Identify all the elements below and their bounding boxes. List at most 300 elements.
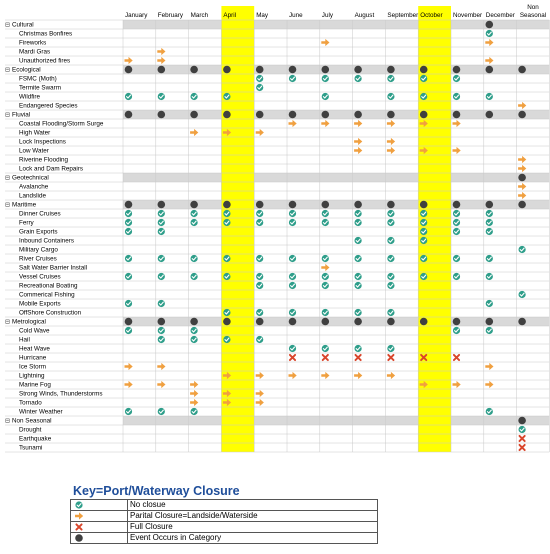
no-closure-icon bbox=[73, 500, 85, 510]
partial-closure-icon bbox=[387, 120, 395, 127]
event-icon bbox=[322, 318, 330, 326]
event-icon bbox=[125, 66, 133, 74]
full-closure-icon bbox=[290, 355, 295, 360]
event-icon bbox=[486, 21, 494, 29]
no-closure-icon bbox=[289, 345, 296, 352]
partial-closure-icon bbox=[485, 39, 493, 46]
event-icon bbox=[289, 201, 297, 209]
event-icon bbox=[518, 66, 526, 74]
no-closure-icon bbox=[355, 237, 362, 244]
column-header: March bbox=[190, 12, 209, 19]
category-label: Cultural bbox=[12, 21, 34, 29]
partial-closure-icon bbox=[190, 129, 198, 136]
partial-closure-icon bbox=[387, 372, 395, 379]
event-icon bbox=[420, 111, 428, 119]
no-closure-icon bbox=[223, 210, 230, 217]
column-header: January bbox=[125, 12, 148, 19]
no-closure-icon bbox=[289, 309, 296, 316]
key-row-event bbox=[71, 533, 378, 544]
no-closure-icon bbox=[519, 246, 526, 253]
event-icon bbox=[289, 318, 297, 326]
partial-closure-icon bbox=[157, 381, 165, 388]
no-closure-icon bbox=[158, 327, 165, 334]
row-label: Strong Winds, Thunderstorms bbox=[19, 390, 103, 398]
category-bar-cell bbox=[385, 173, 418, 182]
event-icon bbox=[256, 318, 264, 326]
partial-closure-icon bbox=[125, 363, 133, 370]
no-closure-icon bbox=[125, 93, 132, 100]
event-icon bbox=[158, 318, 166, 326]
event-icon bbox=[518, 174, 526, 182]
partial-closure-icon bbox=[256, 129, 264, 136]
partial-closure-icon bbox=[256, 399, 264, 406]
event-icon bbox=[125, 201, 133, 209]
no-closure-icon bbox=[158, 255, 165, 262]
closure-key bbox=[70, 484, 380, 550]
column-header: May bbox=[256, 12, 269, 19]
event-icon bbox=[158, 111, 166, 119]
no-closure-icon bbox=[256, 219, 263, 226]
no-closure-icon bbox=[322, 75, 329, 82]
no-closure-icon bbox=[420, 210, 427, 217]
no-closure-icon bbox=[125, 408, 132, 415]
key-label: Event Occurs in Category bbox=[128, 533, 378, 544]
category-label: Fluvial bbox=[12, 111, 31, 119]
expand-icon[interactable]: ⊟ bbox=[5, 418, 11, 425]
no-closure-icon bbox=[256, 75, 263, 82]
category-bar-cell bbox=[517, 20, 550, 29]
row-label: Hurricane bbox=[19, 354, 47, 362]
no-closure-icon bbox=[453, 75, 460, 82]
partial-closure-icon bbox=[518, 102, 526, 109]
no-closure-icon bbox=[191, 336, 198, 343]
no-closure-icon bbox=[125, 327, 132, 334]
category-bar-cell bbox=[320, 173, 353, 182]
event-icon bbox=[518, 111, 526, 119]
no-closure-icon bbox=[387, 210, 394, 217]
partial-closure-icon bbox=[453, 381, 461, 388]
event-icon bbox=[486, 201, 494, 209]
column-header: November bbox=[453, 12, 483, 19]
key-symbol-cell bbox=[71, 500, 128, 511]
event-icon bbox=[322, 66, 330, 74]
category-bar-cell bbox=[484, 173, 517, 182]
column-header: June bbox=[289, 12, 303, 19]
row-label: Fireworks bbox=[19, 39, 47, 47]
category-bar-cell bbox=[123, 173, 156, 182]
full-closure-icon bbox=[73, 522, 85, 532]
partial-closure-icon bbox=[321, 39, 329, 46]
partial-closure-icon bbox=[321, 264, 329, 271]
no-closure-icon bbox=[355, 273, 362, 280]
no-closure-icon bbox=[223, 255, 230, 262]
no-closure-icon bbox=[387, 255, 394, 262]
event-icon bbox=[518, 201, 526, 209]
no-closure-icon bbox=[420, 273, 427, 280]
partial-closure-icon bbox=[190, 399, 198, 406]
no-closure-icon bbox=[322, 219, 329, 226]
category-bar-cell bbox=[156, 173, 189, 182]
event-icon bbox=[453, 111, 461, 119]
event-icon bbox=[387, 318, 395, 326]
key-row-full bbox=[71, 522, 378, 533]
partial-closure-icon bbox=[518, 183, 526, 190]
expand-icon[interactable]: ⊟ bbox=[5, 67, 11, 74]
no-closure-icon bbox=[322, 309, 329, 316]
no-closure-icon bbox=[486, 210, 493, 217]
no-closure-icon bbox=[453, 93, 460, 100]
event-icon bbox=[190, 318, 198, 326]
row-label: Low Water bbox=[19, 147, 49, 155]
no-closure-icon bbox=[486, 228, 493, 235]
partial-closure-icon bbox=[354, 120, 362, 127]
event-icon bbox=[223, 111, 231, 119]
column-header: April bbox=[223, 12, 237, 19]
event-icon bbox=[354, 66, 362, 74]
column-header: August bbox=[354, 12, 375, 19]
row-label: Mardi Gras bbox=[19, 48, 51, 56]
event-icon bbox=[518, 417, 526, 425]
no-closure-icon bbox=[486, 219, 493, 226]
partial-closure-icon bbox=[256, 390, 264, 397]
no-closure-icon bbox=[289, 282, 296, 289]
no-closure-icon bbox=[486, 408, 493, 415]
no-closure-icon bbox=[191, 219, 198, 226]
event-icon bbox=[256, 201, 264, 209]
no-closure-icon bbox=[256, 336, 263, 343]
key-title: Key=Port/Waterway Closure bbox=[73, 484, 240, 498]
no-closure-icon bbox=[256, 84, 263, 91]
no-closure-icon bbox=[322, 273, 329, 280]
partial-closure-icon bbox=[485, 381, 493, 388]
partial-closure-icon bbox=[321, 372, 329, 379]
row-label: Lock and Dam Repairs bbox=[19, 165, 84, 173]
full-closure-icon bbox=[356, 355, 361, 360]
no-closure-icon bbox=[453, 255, 460, 262]
no-closure-icon bbox=[191, 210, 198, 217]
category-bar-cell bbox=[451, 416, 484, 425]
category-bar-cell bbox=[353, 20, 386, 29]
event-icon bbox=[387, 111, 395, 119]
full-closure-icon bbox=[388, 355, 393, 360]
row-label: River Cruises bbox=[19, 255, 57, 263]
no-closure-icon bbox=[191, 327, 198, 334]
column-header: July bbox=[321, 12, 334, 19]
row-label: Endangered Species bbox=[19, 102, 78, 110]
no-closure-icon bbox=[420, 228, 427, 235]
category-bar-cell bbox=[189, 416, 222, 425]
category-bar-cell bbox=[287, 173, 320, 182]
partial-closure-icon bbox=[125, 57, 133, 64]
partial-closure-icon bbox=[321, 120, 329, 127]
no-closure-icon bbox=[453, 273, 460, 280]
no-closure-icon bbox=[387, 345, 394, 352]
no-closure-icon bbox=[420, 255, 427, 262]
event-icon bbox=[354, 111, 362, 119]
no-closure-icon bbox=[387, 219, 394, 226]
no-closure-icon bbox=[158, 228, 165, 235]
row-label: Landslide bbox=[19, 192, 46, 200]
event-icon bbox=[158, 201, 166, 209]
row-label: Commerical Fishing bbox=[19, 291, 75, 299]
key-label: Full Closure bbox=[128, 522, 378, 533]
category-bar-cell bbox=[385, 416, 418, 425]
no-closure-icon bbox=[387, 93, 394, 100]
partial-closure-icon bbox=[453, 147, 461, 154]
no-closure-icon bbox=[158, 336, 165, 343]
event-icon bbox=[322, 201, 330, 209]
no-closure-icon bbox=[519, 291, 526, 298]
no-closure-icon bbox=[387, 237, 394, 244]
no-closure-icon bbox=[223, 309, 230, 316]
row-label: Cold Wave bbox=[19, 327, 50, 335]
expand-icon[interactable]: ⊟ bbox=[5, 112, 11, 119]
key-symbol-cell bbox=[71, 533, 128, 544]
no-closure-icon bbox=[158, 300, 165, 307]
no-closure-icon bbox=[289, 273, 296, 280]
key-row-partial bbox=[71, 511, 378, 522]
no-closure-icon bbox=[387, 75, 394, 82]
partial-closure-icon bbox=[387, 138, 395, 145]
category-bar-cell bbox=[484, 416, 517, 425]
partial-closure-icon bbox=[518, 192, 526, 199]
category-label: Metrological bbox=[12, 318, 46, 326]
row-label: Tornado bbox=[19, 399, 42, 407]
row-label: OffShore Construction bbox=[19, 309, 82, 317]
event-icon bbox=[223, 201, 231, 209]
no-closure-icon bbox=[355, 75, 362, 82]
no-closure-icon bbox=[223, 93, 230, 100]
no-closure-icon bbox=[453, 210, 460, 217]
event-icon bbox=[256, 111, 264, 119]
category-bar-cell bbox=[385, 20, 418, 29]
category-bar-cell bbox=[156, 416, 189, 425]
event-icon bbox=[125, 318, 133, 326]
category-bar-cell bbox=[254, 173, 287, 182]
category-bar-cell bbox=[287, 416, 320, 425]
full-closure-icon bbox=[520, 436, 525, 441]
no-closure-icon bbox=[355, 282, 362, 289]
no-closure-icon bbox=[486, 273, 493, 280]
event-icon bbox=[354, 318, 362, 326]
no-closure-icon bbox=[453, 327, 460, 334]
no-closure-icon bbox=[355, 309, 362, 316]
no-closure-icon bbox=[191, 408, 198, 415]
event-icon bbox=[223, 66, 231, 74]
no-closure-icon bbox=[125, 228, 132, 235]
no-closure-icon bbox=[420, 219, 427, 226]
event-icon bbox=[387, 66, 395, 74]
no-closure-icon bbox=[322, 255, 329, 262]
no-closure-icon bbox=[322, 282, 329, 289]
row-label: Grain Exports bbox=[19, 228, 58, 236]
row-label: FSMC (Moth) bbox=[19, 75, 57, 83]
event-icon bbox=[289, 66, 297, 74]
row-label: Drought bbox=[19, 426, 42, 434]
column-header: October bbox=[420, 12, 443, 19]
no-closure-icon bbox=[223, 336, 230, 343]
category-bar-cell bbox=[353, 416, 386, 425]
event-icon bbox=[453, 201, 461, 209]
category-label: Geotechnical bbox=[12, 174, 49, 182]
event-icon bbox=[420, 318, 428, 326]
partial-closure-icon bbox=[387, 147, 395, 154]
category-bar-cell bbox=[189, 20, 222, 29]
no-closure-icon bbox=[322, 210, 329, 217]
partial-closure-icon bbox=[518, 156, 526, 163]
no-closure-icon bbox=[355, 210, 362, 217]
category-bar-cell bbox=[451, 20, 484, 29]
no-closure-icon bbox=[256, 210, 263, 217]
category-bar-cell bbox=[320, 20, 353, 29]
expand-icon[interactable]: ⊟ bbox=[5, 319, 11, 326]
no-closure-icon bbox=[420, 93, 427, 100]
no-closure-icon bbox=[355, 345, 362, 352]
event-icon bbox=[256, 66, 264, 74]
event-icon bbox=[190, 111, 198, 119]
partial-closure-icon bbox=[289, 120, 297, 127]
event-icon bbox=[289, 111, 297, 119]
partial-closure-icon bbox=[354, 147, 362, 154]
no-closure-icon bbox=[125, 210, 132, 217]
category-label: Ecological bbox=[12, 66, 41, 74]
row-label: Wildfire bbox=[19, 93, 40, 101]
event-icon bbox=[453, 66, 461, 74]
row-label: Inbound Containers bbox=[19, 237, 74, 245]
no-closure-icon bbox=[355, 255, 362, 262]
event-icon bbox=[125, 111, 133, 119]
event-icon bbox=[73, 533, 85, 543]
category-bar-cell bbox=[451, 173, 484, 182]
no-closure-icon bbox=[387, 273, 394, 280]
row-label: Christmas Bonfires bbox=[19, 30, 73, 38]
partial-closure-icon bbox=[190, 390, 198, 397]
partial-closure-icon bbox=[354, 372, 362, 379]
no-closure-icon bbox=[486, 255, 493, 262]
no-closure-icon bbox=[256, 255, 263, 262]
partial-closure-icon bbox=[354, 138, 362, 145]
partial-closure-icon bbox=[157, 363, 165, 370]
category-bar-cell bbox=[353, 173, 386, 182]
row-label: Termite Swarm bbox=[19, 84, 61, 92]
event-icon bbox=[486, 66, 494, 74]
event-icon bbox=[486, 318, 494, 326]
category-bar-cell bbox=[254, 20, 287, 29]
no-closure-icon bbox=[453, 228, 460, 235]
row-label: Riverine Flooding bbox=[19, 156, 69, 164]
category-bar-cell bbox=[123, 416, 156, 425]
no-closure-icon bbox=[387, 309, 394, 316]
row-label: Recreational Boating bbox=[19, 282, 78, 290]
row-label: Dinner Cruises bbox=[19, 210, 61, 218]
key-label: No closue bbox=[128, 500, 378, 511]
partial-closure-icon bbox=[73, 511, 85, 521]
expand-icon[interactable]: ⊟ bbox=[5, 175, 11, 182]
no-closure-icon bbox=[322, 93, 329, 100]
no-closure-icon bbox=[223, 219, 230, 226]
no-closure-icon bbox=[125, 219, 132, 226]
row-label: Mobile Exports bbox=[19, 300, 61, 308]
no-closure-icon bbox=[420, 237, 427, 244]
row-label: Tsunami bbox=[19, 444, 43, 452]
partial-closure-icon bbox=[157, 48, 165, 55]
event-icon bbox=[420, 201, 428, 209]
full-closure-icon bbox=[520, 445, 525, 450]
no-closure-icon bbox=[355, 219, 362, 226]
column-header: December bbox=[485, 12, 515, 19]
row-label: Ice Storm bbox=[19, 363, 46, 371]
column-header: September bbox=[387, 12, 419, 19]
category-bar-cell bbox=[156, 20, 189, 29]
no-closure-icon bbox=[191, 255, 198, 262]
partial-closure-icon bbox=[485, 57, 493, 64]
no-closure-icon bbox=[125, 300, 132, 307]
row-label: Avalanche bbox=[19, 183, 49, 191]
no-closure-icon bbox=[486, 30, 493, 37]
no-closure-icon bbox=[256, 273, 263, 280]
row-label: Military Cargo bbox=[19, 246, 58, 254]
event-icon bbox=[518, 318, 526, 326]
event-icon bbox=[190, 66, 198, 74]
key-symbol-cell bbox=[71, 511, 128, 522]
no-closure-icon bbox=[453, 219, 460, 226]
expand-icon[interactable]: ⊟ bbox=[5, 202, 11, 209]
no-closure-icon bbox=[387, 282, 394, 289]
row-label: Coastal Flooding/Storm Surge bbox=[19, 120, 104, 128]
key-table bbox=[70, 499, 378, 544]
no-closure-icon bbox=[125, 273, 132, 280]
no-closure-icon bbox=[289, 210, 296, 217]
partial-closure-icon bbox=[256, 372, 264, 379]
no-closure-icon bbox=[191, 273, 198, 280]
event-icon bbox=[223, 318, 231, 326]
row-label: Hail bbox=[19, 336, 30, 344]
key-row-no-closure bbox=[71, 500, 378, 511]
row-label: High Water bbox=[19, 129, 51, 137]
category-bar-cell bbox=[320, 416, 353, 425]
event-icon bbox=[158, 66, 166, 74]
no-closure-icon bbox=[158, 219, 165, 226]
row-label: Salt Water Barrier Install bbox=[19, 264, 88, 272]
row-label: Heat Wave bbox=[19, 345, 50, 353]
no-closure-icon bbox=[289, 75, 296, 82]
event-icon bbox=[387, 201, 395, 209]
expand-icon[interactable]: ⊟ bbox=[5, 22, 11, 29]
event-icon bbox=[190, 201, 198, 209]
no-closure-icon bbox=[289, 255, 296, 262]
row-label: Ferry bbox=[19, 219, 34, 227]
category-bar-cell bbox=[123, 20, 156, 29]
event-icon bbox=[420, 66, 428, 74]
partial-closure-icon bbox=[453, 120, 461, 127]
row-label: Unauthorized fires bbox=[19, 57, 71, 65]
partial-closure-icon bbox=[125, 381, 133, 388]
partial-closure-icon bbox=[518, 165, 526, 172]
category-bar-cell bbox=[254, 416, 287, 425]
event-icon bbox=[354, 201, 362, 209]
partial-closure-icon bbox=[289, 372, 297, 379]
no-closure-icon bbox=[191, 93, 198, 100]
event-icon bbox=[486, 111, 494, 119]
no-closure-icon bbox=[519, 426, 526, 433]
no-closure-icon bbox=[322, 345, 329, 352]
row-label: Lock Inspections bbox=[19, 138, 66, 146]
partial-closure-icon bbox=[485, 363, 493, 370]
row-label: Lightning bbox=[19, 372, 45, 380]
no-closure-icon bbox=[486, 327, 493, 334]
category-label: Non Seasonal bbox=[12, 417, 52, 425]
no-closure-icon bbox=[125, 255, 132, 262]
